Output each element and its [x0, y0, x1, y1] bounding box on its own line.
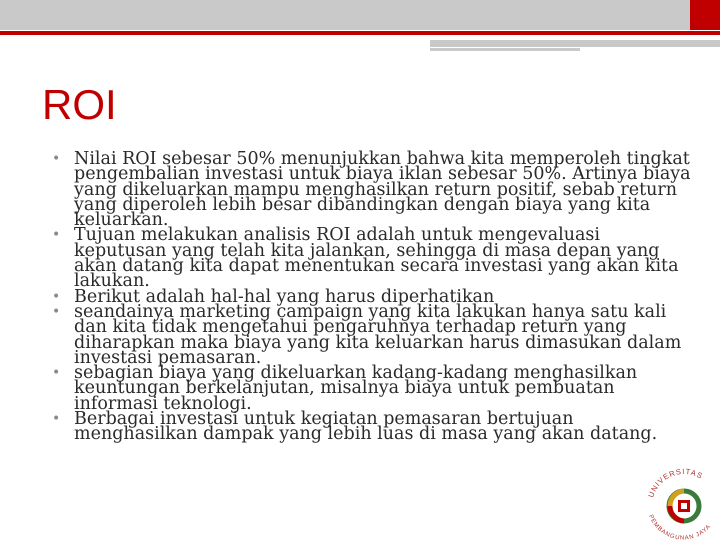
bullet-text: Berikut adalah hal-hal yang harus diperhatikan [74, 286, 495, 307]
bullet-item [52, 409, 692, 445]
bullet-icon: • [52, 303, 61, 320]
bullet-icon: • [52, 151, 61, 167]
bullet-text: seandainya marketing campaign yang kita lakukan hanya satu kali dan kita tidak mengetahui pengaruhnya terhadap return yang diharapkan maka biaya yang kita keluarkan harus dimasukan dalam investasi pemasaran. [74, 301, 682, 368]
slide-title: ROI [42, 81, 117, 128]
bullet-item [52, 225, 692, 292]
bullet-text: Tujuan melakukan analisis ROI adalah untuk mengevaluasi keputusan yang telah kita jalankan, sehingga di masa depan yang akan datang kita dapat menentukan secara investasi yang akan kita lakukan. [74, 225, 679, 292]
bullet-icon: • [52, 227, 61, 244]
bullet-icon: • [52, 411, 61, 428]
bullet-list [52, 149, 692, 445]
bullet-item [52, 301, 692, 368]
header-gray-accent-bar [430, 40, 720, 47]
header-gray-bar [0, 0, 690, 30]
logo-text-bottom: PEMBANGUNAN JAYA [647, 514, 713, 540]
header-red-line [0, 31, 720, 35]
university-logo-icon [640, 456, 720, 540]
header-gray-thin-bar [430, 48, 580, 51]
bullet-text: Berbagai investasi untuk kegiatan pemasaran bertujuan menghasilkan dampak yang lebih luas di masa yang akan datang. [74, 409, 658, 445]
bullet-text: Nilai ROI sebesar 50% menunjukkan bahwa kita memperoleh tingkat pengembalian investasi untuk biaya iklan sebesar 50%. Artinya biaya yang dikeluarkan mampu menghasilkan return positif, sebab return yang diperoleh lebih besar dibandingkan dengan biaya yang kita keluarkan. [74, 149, 691, 231]
bullet-text: sebagian biaya yang dikeluarkan kadang-kadang menghasilkan keuntungan berkelanjutan, misalnya biaya untuk pembuatan informasi teknologi. [74, 363, 638, 414]
header-red-block [690, 0, 720, 30]
bullet-icon: • [52, 288, 61, 305]
logo-text-top: UNIVERSITAS [646, 466, 705, 499]
bullet-item [52, 363, 692, 414]
bullet-icon: • [52, 365, 61, 382]
bullet-item [52, 149, 692, 231]
